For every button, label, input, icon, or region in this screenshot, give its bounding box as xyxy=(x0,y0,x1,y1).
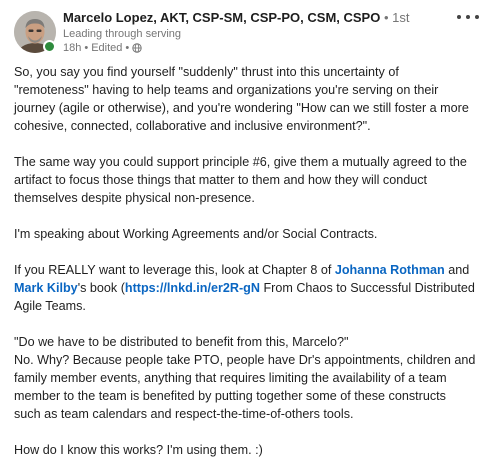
author-avatar-wrapper[interactable] xyxy=(14,11,56,53)
post-paragraph-1: So, you say you find yourself "suddenly" thrust into this uncertainty of "remoteness" having to help teams and organizations you're serving on their journey (agile or otherwise), and you're wondering "How can we still foster a more cohesive, connected, collaborative and inclusive environment?". xyxy=(14,65,469,133)
book-link[interactable]: https://lnkd.in/er2R-gN xyxy=(124,281,260,295)
post-body xyxy=(14,63,476,459)
mention-johanna-rothman[interactable]: Johanna Rothman xyxy=(334,263,445,277)
edited-label: Edited xyxy=(91,42,123,54)
time-separator-2: • xyxy=(125,42,130,54)
post-time: 18h xyxy=(63,42,82,54)
author-headline: Leading through serving xyxy=(63,28,182,40)
p4-text-d: From Chaos to Successful Distributed Agile Teams. xyxy=(14,281,475,313)
more-options-icon[interactable] xyxy=(457,12,479,22)
connection-degree: 1st xyxy=(392,10,410,25)
author-name-line xyxy=(63,10,410,26)
more-dot xyxy=(475,15,479,19)
author-meta xyxy=(63,10,410,55)
online-status-indicator xyxy=(43,40,56,53)
post-timestamp-line xyxy=(63,41,410,55)
p4-text-b: and xyxy=(444,263,470,277)
more-dot xyxy=(466,15,470,19)
p4-text-a: If you REALLY want to leverage this, look at Chapter 8 of xyxy=(14,263,335,277)
author-name[interactable]: Marcelo Lopez, AKT, CSP-SM, CSP-PO, CSM, CSPO xyxy=(63,10,381,25)
more-dot xyxy=(457,15,461,19)
time-separator: • xyxy=(84,42,89,54)
post-paragraph-2: The same way you could support principle #6, give them a mutually agreed to the artifact to focus those things that matter to them and how they will conduct themselves despite physical non-presence. xyxy=(14,155,467,205)
post-header xyxy=(14,8,479,56)
globe-icon xyxy=(132,43,142,53)
post-paragraph-4 xyxy=(14,261,476,315)
mention-mark-kilby[interactable]: Mark Kilby xyxy=(14,281,78,295)
post-paragraph-5: "Do we have to be distributed to benefit from this, Marcelo?" No. Why? Because people take PTO, people have Dr's appointments, children and family member events, anything that requires limiting the availability of a team member to the team is benefited by putting together some of these constructs such as team calendars and respect-the-time-of-others tools. xyxy=(14,335,476,421)
post-paragraph-3: I'm speaking about Working Agreements and/or Social Contracts. xyxy=(14,227,378,241)
post-paragraph-6: How do I know this works? I'm using them. :) xyxy=(14,443,263,457)
p4-text-c: 's book ( xyxy=(77,281,125,295)
degree-separator: • xyxy=(383,10,389,25)
